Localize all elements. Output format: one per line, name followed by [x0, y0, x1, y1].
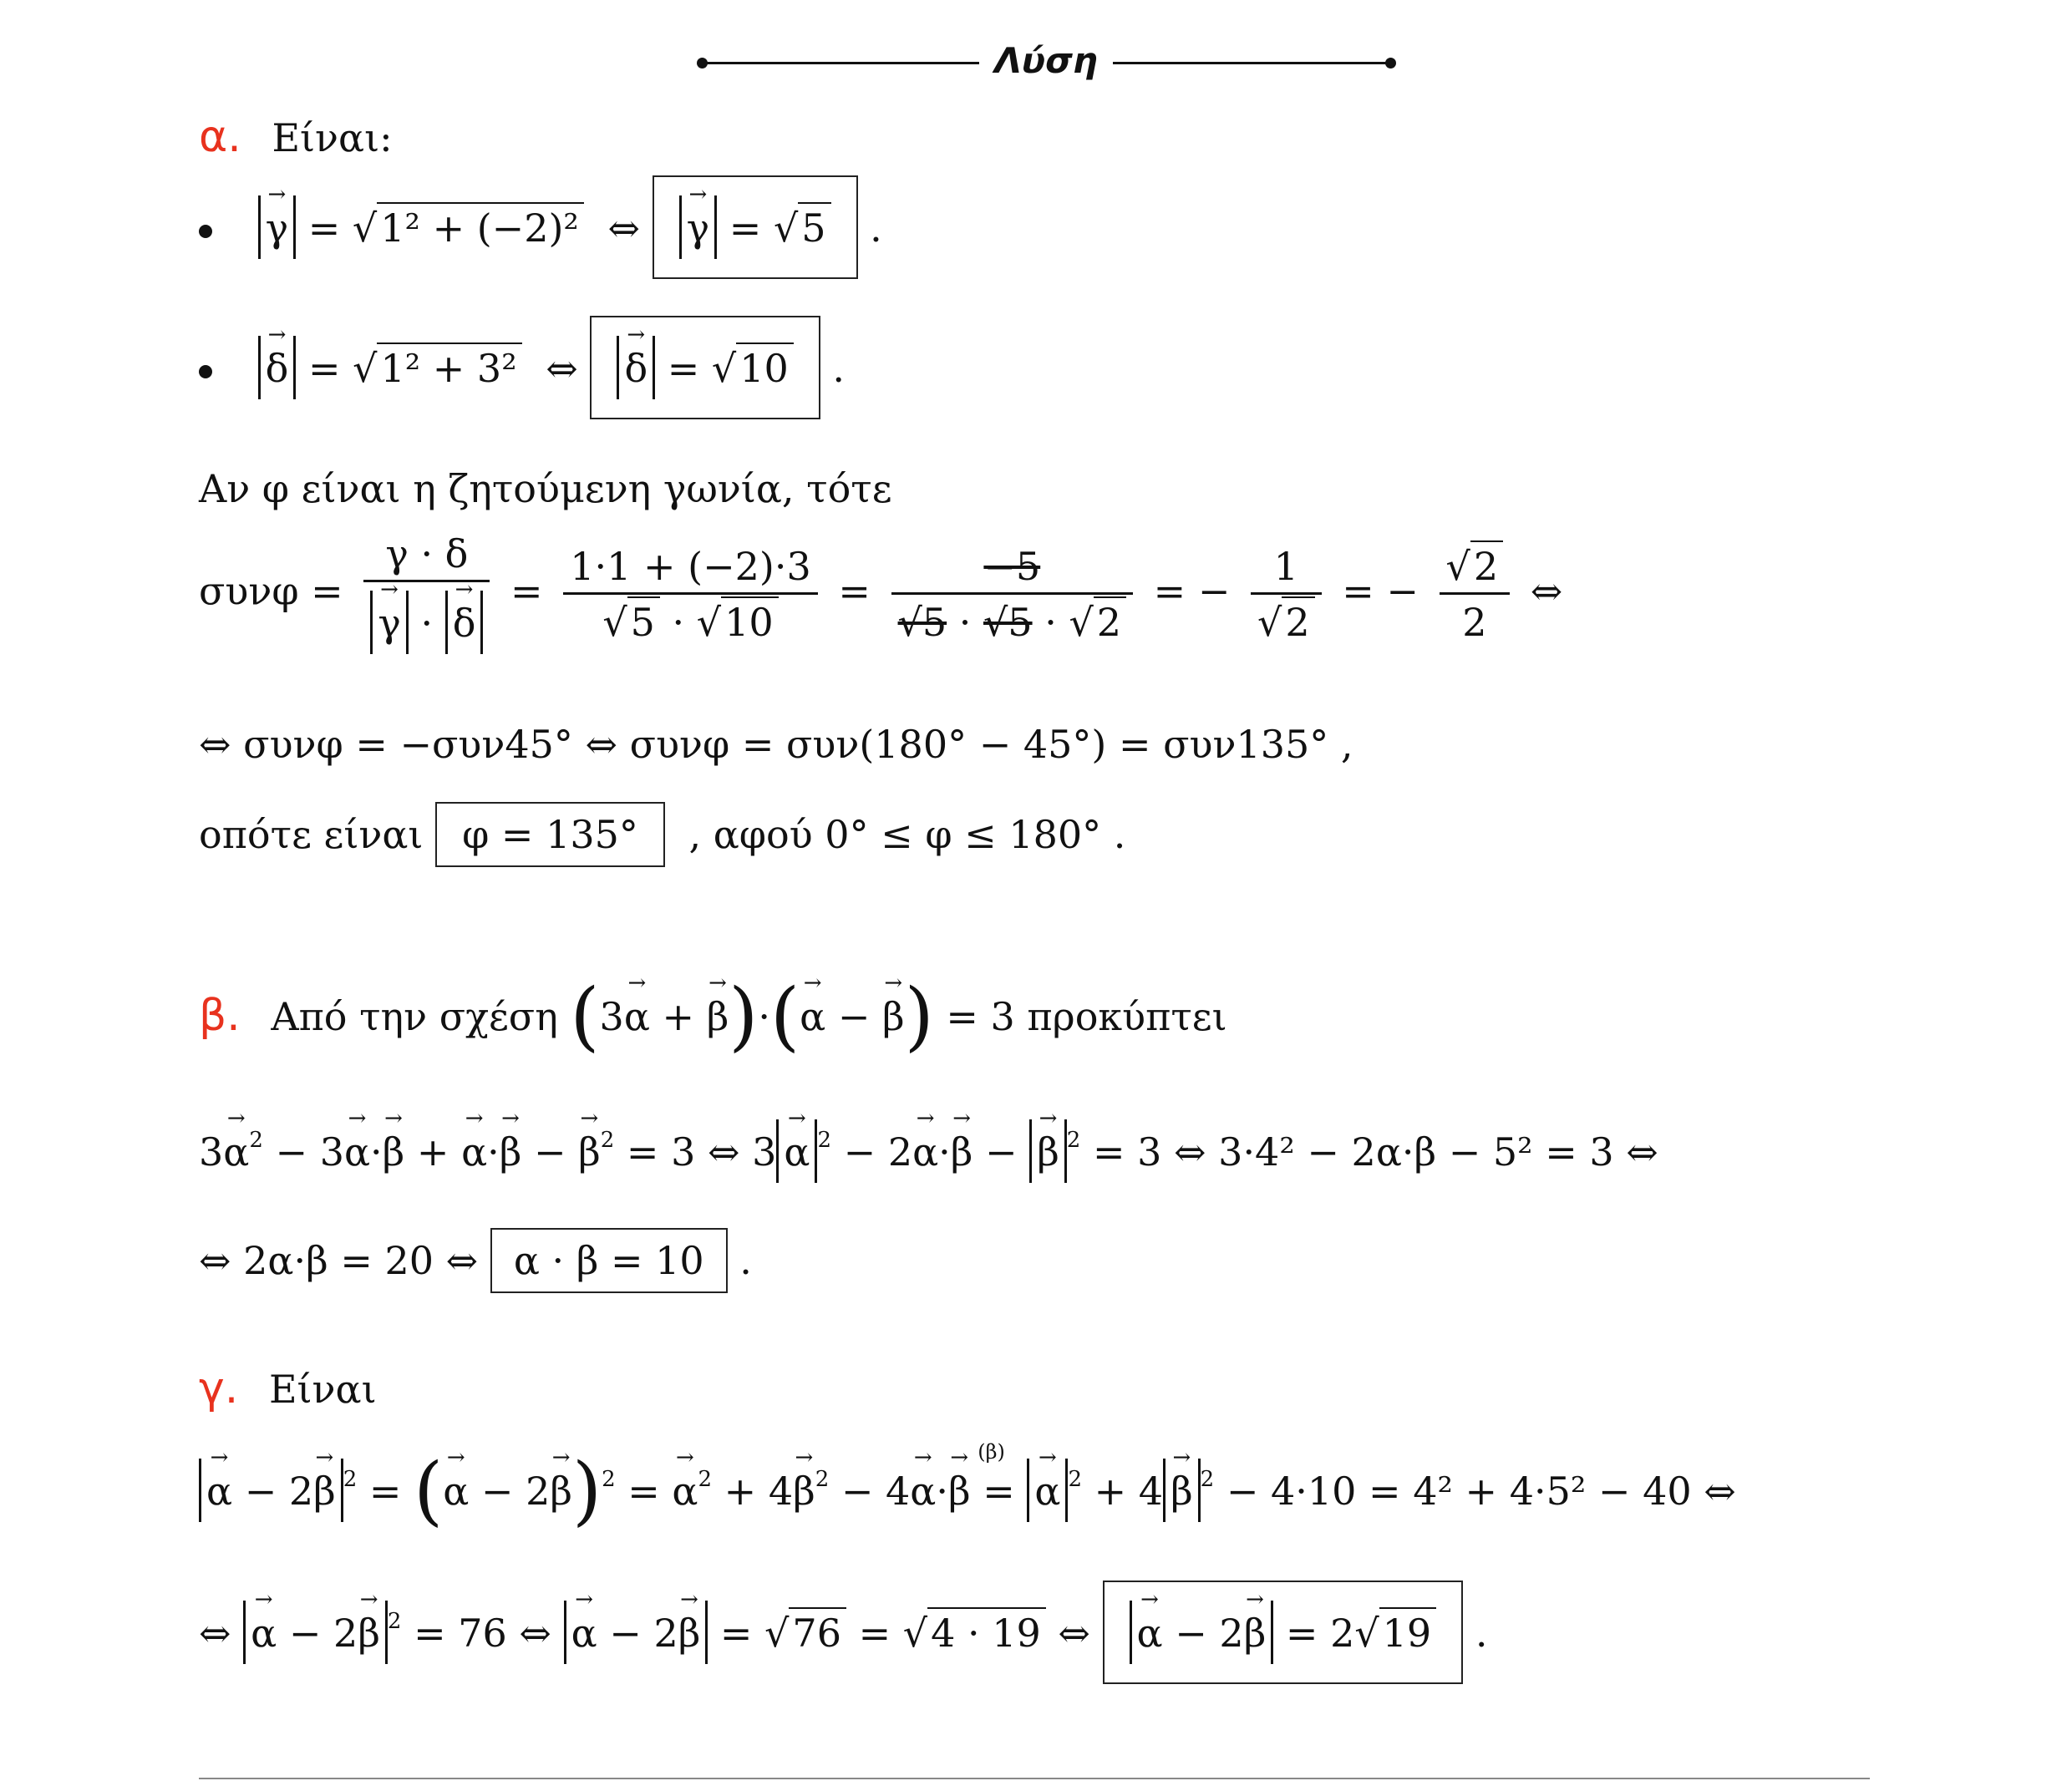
boxed-dot-product: α · β = 10 — [490, 1228, 728, 1293]
boxed-norm-gamma: → γ = √5 — [653, 175, 858, 279]
norm-gamma: → γ — [258, 195, 297, 259]
norm-delta: → δ — [258, 336, 297, 399]
frac-dot-over-norms: γ · δ → γ · → δ — [363, 535, 490, 654]
part-c-line-1: → α − 2→ β $^2$ = (→ α − 2→ β)$^2$ = → $\alpha^2 + 4\to \beta^2 - 4\to \alpha\cdot\to \beta$ = (β) → α $^2$ + 4→ β $^2$ − 4·10 = 4² + 4·5² − 40 ⇔ — [199, 1454, 1736, 1529]
cos-equation: συνφ = γ · δ → γ · → δ = $\frac{1\cdot 1 + (-2)\cdot 3}{√5 \cdot √10}$ = $\frac{-5}{√5 \cdot √5 \cdot √2}$ = − $\frac{1}{√2}$ = − $\frac{√2}{2}$ ⇔ — [199, 535, 1562, 654]
bullet-1 — [199, 225, 212, 238]
header-right-dot — [1385, 58, 1396, 68]
boxed-norm-result: → α − 2→ β = 2√19 — [1103, 1581, 1464, 1684]
angle-sentence: Αν φ είναι η ζητούμενη γωνία, τότε — [199, 466, 892, 511]
part-b-label: β. — [199, 991, 241, 1041]
header-left-rule — [702, 62, 979, 64]
part-a-heading — [199, 112, 393, 162]
footer-rule — [199, 1778, 1870, 1779]
boxed-angle: φ = 135° — [435, 802, 665, 867]
header-title: Λύση — [994, 40, 1098, 81]
part-c-intro: Είναι — [268, 1367, 377, 1412]
part-b-line-3: ⇔ 2α·β = 20 ⇔ α · β = 10 . — [199, 1228, 752, 1293]
frac-sqrt2-over-2: $\frac{√2}{2}$ — [1440, 547, 1511, 642]
part-b-intro: Από την σχέση — [271, 994, 558, 1039]
part-a-label: α. — [199, 112, 241, 162]
boxed-norm-delta: → δ = √10 — [590, 316, 820, 419]
bullet-2 — [199, 365, 212, 378]
part-c-line-2: ⇔ → α − 2→ β $^2$ = 76 ⇔ → α − 2→ β = √76 = √4 · 19 ⇔ → α − 2→ β = 2√19 . — [199, 1581, 1487, 1684]
part-a-intro: Είναι: — [272, 115, 393, 160]
part-c-heading — [199, 1363, 377, 1413]
header-right-rule — [1113, 62, 1390, 64]
cos-line-2: ⇔ συνφ = −συν45° ⇔ συνφ = συν(180° − 45°) = συν135° , — [199, 722, 1353, 767]
part-b-heading: β. Από την σχέση (3→ α + → β)·(→ α − → β) = 3 προκύπτει — [199, 979, 1227, 1054]
solution-header — [0, 40, 2072, 90]
sqrt-delta: √1² + 3² — [353, 349, 522, 388]
frac-one-over-sqrt2: $\frac{1}{√2}$ — [1251, 547, 1322, 642]
frac-cancelled: $\frac{-5}{√5 \cdot √5 \cdot √2}$ — [891, 547, 1134, 642]
part-a-equation-2: → δ = √1² + 3² ⇔ → δ = √10 . — [199, 316, 845, 419]
part-b-line-2: $3\to \alpha^2 - 3\to \alpha\cdot\to \beta$ + → α·→ β − → $\beta^2 = 3$ ⇔ 3→ α $^2$ − 2→ α·→ β − → β $^2$ = 3 ⇔ 3·4² − 2α·β − 5² = 3 ⇔ — [199, 1119, 1658, 1183]
angle-result-line: οπότε είναι φ = 135° , αφού 0° ≤ φ ≤ 180° . — [199, 802, 1125, 867]
part-c-label: γ. — [199, 1363, 239, 1413]
frac-numeric: $\frac{1\cdot 1 + (-2)\cdot 3}{√5 \cdot √10}$ — [563, 547, 818, 642]
reference-marker: (β) — [978, 1440, 1005, 1464]
part-a-equation-1: → γ = √1² + (−2)² ⇔ → γ = √5 . — [199, 175, 882, 279]
sqrt-gamma: √1² + (−2)² — [353, 209, 584, 247]
